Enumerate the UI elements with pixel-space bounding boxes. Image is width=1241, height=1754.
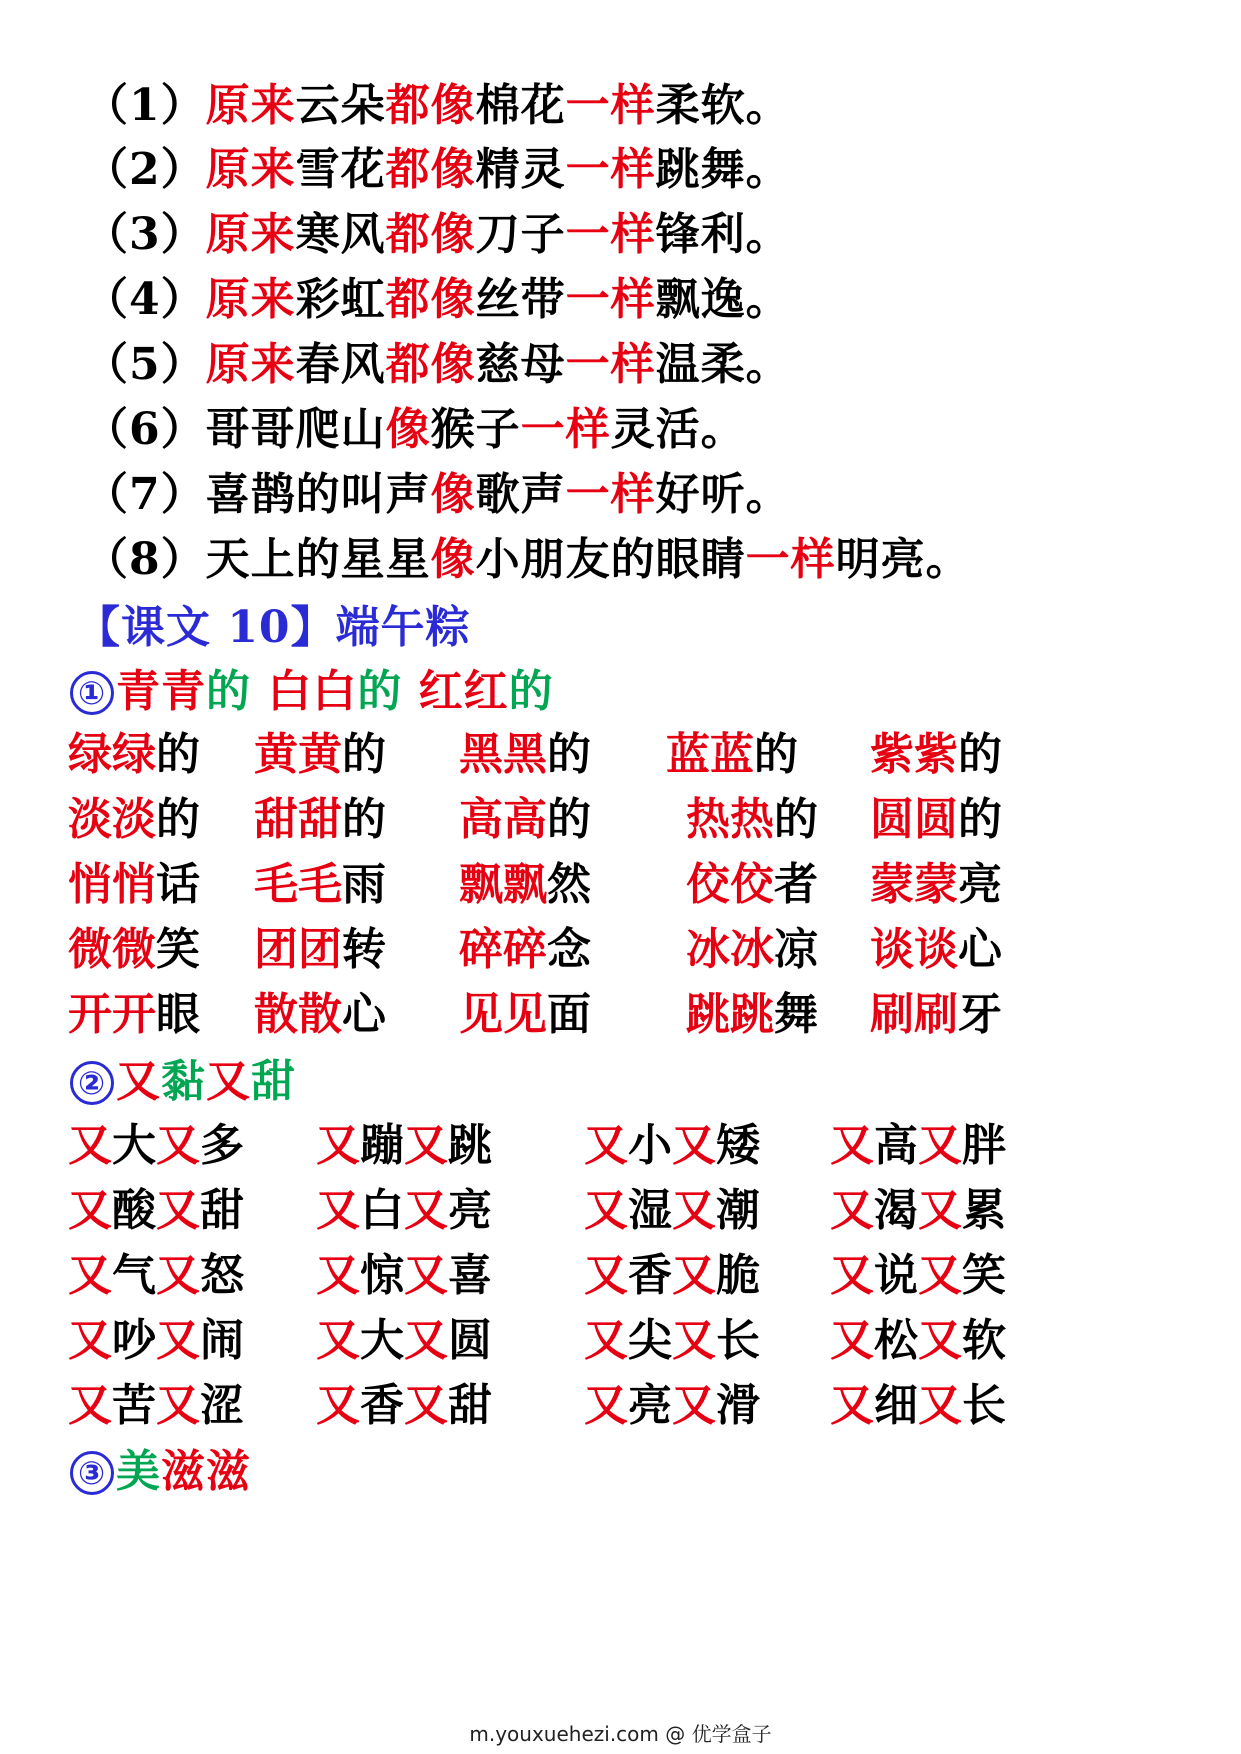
sentence-number: （4）	[84, 274, 206, 325]
text-segment: 精灵	[475, 144, 566, 195]
text-segment: 柔软。	[655, 80, 791, 131]
section1-heading	[70, 666, 554, 717]
text-segment: 寒风	[295, 209, 386, 260]
word-item	[254, 729, 386, 780]
word-item	[459, 794, 591, 845]
text-segment: 热热	[686, 794, 774, 845]
text-segment: 累	[962, 1185, 1006, 1236]
text-segment: 心	[958, 924, 1002, 975]
word-item	[686, 859, 818, 910]
text-segment: 都像	[385, 209, 476, 260]
text-segment: 白	[360, 1185, 404, 1236]
text-segment: 长	[716, 1315, 760, 1366]
text-segment: 涩	[200, 1380, 244, 1431]
text-segment: 又	[316, 1120, 360, 1171]
word-item	[830, 1315, 1006, 1366]
text-segment: 又	[68, 1120, 112, 1171]
word-item	[584, 1315, 760, 1366]
word-item	[68, 1120, 244, 1171]
text-segment: 又	[830, 1120, 874, 1171]
text-segment: 滋滋	[161, 1446, 251, 1497]
text-segment: 又	[584, 1185, 628, 1236]
text-segment: 然	[547, 859, 591, 910]
text-segment: 潮	[716, 1185, 760, 1236]
text-segment: 原来	[205, 80, 296, 131]
text-segment: 又	[830, 1380, 874, 1431]
text-segment: 的	[357, 666, 403, 717]
word-item	[666, 729, 798, 780]
text-segment: 跳跳	[686, 989, 774, 1040]
text-segment: 气	[112, 1250, 156, 1301]
text-segment: 又	[672, 1250, 716, 1301]
word-item	[68, 729, 200, 780]
lesson-bracket-close: 】	[290, 602, 336, 653]
text-segment: 红红	[402, 666, 509, 717]
text-segment: 一样	[565, 469, 656, 520]
text-segment: 都像	[385, 339, 476, 390]
word-item	[316, 1250, 492, 1301]
text-segment: 念	[547, 924, 591, 975]
text-segment: 又	[404, 1120, 448, 1171]
text-segment: 尖	[628, 1315, 672, 1366]
text-segment: 团团	[254, 924, 342, 975]
text-segment: 散散	[254, 989, 342, 1040]
text-segment: 佼佼	[686, 859, 774, 910]
word-item	[254, 859, 386, 910]
text-segment: 又	[918, 1120, 962, 1171]
text-segment: 脆	[716, 1250, 760, 1301]
word-item	[68, 859, 200, 910]
text-segment: 松	[874, 1315, 918, 1366]
text-segment: 一样	[565, 339, 656, 390]
text-segment: 高	[874, 1120, 918, 1171]
text-segment: 圆	[448, 1315, 492, 1366]
text-segment: 又	[68, 1315, 112, 1366]
text-segment: 的	[547, 794, 591, 845]
word-item	[686, 924, 818, 975]
word-item	[254, 794, 386, 845]
text-segment: 又	[830, 1315, 874, 1366]
word-item	[316, 1120, 492, 1171]
text-segment: 飘飘	[459, 859, 547, 910]
text-segment: 滑	[716, 1380, 760, 1431]
text-segment: 哥哥爬山	[205, 404, 386, 455]
word-item	[68, 794, 200, 845]
text-segment: 苦	[112, 1380, 156, 1431]
text-segment: 的	[774, 794, 818, 845]
text-segment: 飘逸。	[655, 274, 791, 325]
text-segment: 紫紫	[870, 729, 958, 780]
section3-heading-text	[116, 1446, 251, 1497]
text-segment: 话	[156, 859, 200, 910]
text-segment: 甜	[448, 1380, 492, 1431]
sentence-number: （3）	[84, 209, 206, 260]
text-segment: 又	[206, 1056, 251, 1107]
text-segment: 蓝蓝	[666, 729, 754, 780]
text-segment: 春风	[295, 339, 386, 390]
text-segment: 又	[918, 1185, 962, 1236]
sentence-number: （8）	[84, 534, 206, 585]
text-segment: 面	[547, 989, 591, 1040]
text-segment: 心	[342, 989, 386, 1040]
section1-heading-text	[116, 666, 554, 717]
text-segment: 亮	[448, 1185, 492, 1236]
sentence-number: （1）	[84, 80, 206, 131]
text-segment: 吵	[112, 1315, 156, 1366]
text-segment: 软	[962, 1315, 1006, 1366]
text-segment: 原来	[205, 339, 296, 390]
text-segment: 雨	[342, 859, 386, 910]
word-item	[870, 794, 1002, 845]
text-segment: 刀子	[475, 209, 566, 260]
text-segment: 又	[316, 1315, 360, 1366]
text-segment: 说	[874, 1250, 918, 1301]
text-segment: 牙	[958, 989, 1002, 1040]
text-segment: 又	[156, 1120, 200, 1171]
example-sentence	[84, 339, 791, 390]
word-item	[68, 989, 200, 1040]
text-segment: 渴	[874, 1185, 918, 1236]
text-segment: 怒	[200, 1250, 244, 1301]
text-segment: 一样	[565, 274, 656, 325]
text-segment: 毛毛	[254, 859, 342, 910]
word-item	[316, 1315, 492, 1366]
word-item	[68, 1185, 244, 1236]
example-sentence	[84, 274, 791, 325]
text-segment: 又	[672, 1120, 716, 1171]
text-segment: 又	[918, 1380, 962, 1431]
text-segment: 又	[584, 1315, 628, 1366]
text-segment: 又	[316, 1250, 360, 1301]
example-sentence	[84, 404, 746, 455]
sentence-number: （5）	[84, 339, 206, 390]
word-item	[686, 989, 818, 1040]
text-segment: 灵活。	[610, 404, 746, 455]
text-segment: 棉花	[475, 80, 566, 131]
text-segment: 像	[430, 534, 476, 585]
text-segment: 的	[547, 729, 591, 780]
footer-watermark: m.youxuehezi.com @ 优学盒子	[469, 1722, 772, 1746]
word-item	[68, 1380, 244, 1431]
text-segment: 黄黄	[254, 729, 342, 780]
text-segment: 又	[156, 1315, 200, 1366]
text-segment: 都像	[385, 80, 476, 131]
word-item	[830, 1250, 1006, 1301]
text-segment: 蒙蒙	[870, 859, 958, 910]
lesson-title: 端午粽	[335, 602, 471, 653]
text-segment: 跳	[448, 1120, 492, 1171]
text-segment: 的	[342, 794, 386, 845]
word-item	[68, 1250, 244, 1301]
section3-heading	[70, 1446, 251, 1497]
word-item	[830, 1185, 1006, 1236]
text-segment: 又	[672, 1185, 716, 1236]
text-segment: 长	[962, 1380, 1006, 1431]
text-segment: 甜	[200, 1185, 244, 1236]
sentence-number: （6）	[84, 404, 206, 455]
text-segment: 的	[754, 729, 798, 780]
word-item	[254, 924, 386, 975]
example-sentence	[84, 534, 971, 585]
text-segment: 天上的星星	[205, 534, 431, 585]
text-segment: 又	[316, 1380, 360, 1431]
text-segment: 多	[200, 1120, 244, 1171]
text-segment: 矮	[716, 1120, 760, 1171]
text-segment: 温柔。	[655, 339, 791, 390]
text-segment: 眼	[156, 989, 200, 1040]
text-segment: 都像	[385, 274, 476, 325]
text-segment: 的	[508, 666, 554, 717]
text-segment: 甜	[251, 1056, 296, 1107]
word-item	[316, 1380, 492, 1431]
text-segment: 猴子	[430, 404, 521, 455]
text-segment: 又	[156, 1250, 200, 1301]
word-item	[68, 924, 200, 975]
text-segment: 喜鹊的叫声	[205, 469, 431, 520]
text-segment: 一样	[565, 80, 656, 131]
lesson-bracket-open: 【	[76, 602, 121, 653]
text-segment: 大	[112, 1120, 156, 1171]
text-segment: 绿绿	[68, 729, 156, 780]
text-segment: 一样	[565, 144, 656, 195]
text-segment: 又	[68, 1380, 112, 1431]
text-segment: 明亮。	[835, 534, 971, 585]
text-segment: 笑	[156, 924, 200, 975]
word-item	[870, 859, 1002, 910]
text-segment: 悄悄	[68, 859, 156, 910]
text-segment: 的	[958, 729, 1002, 780]
text-segment: 的	[958, 794, 1002, 845]
word-item	[870, 989, 1002, 1040]
text-segment: 笑	[962, 1250, 1006, 1301]
section2-heading	[70, 1056, 296, 1107]
text-segment: 又	[316, 1185, 360, 1236]
text-segment: 者	[774, 859, 818, 910]
text-segment: 慈母	[475, 339, 566, 390]
text-segment: 又	[156, 1185, 200, 1236]
text-segment: 香	[628, 1250, 672, 1301]
example-sentence	[84, 80, 791, 131]
text-segment: 白白	[251, 666, 358, 717]
word-item	[870, 924, 1002, 975]
text-segment: 又	[584, 1250, 628, 1301]
text-segment: 锋利。	[655, 209, 791, 260]
text-segment: 凉	[774, 924, 818, 975]
text-segment: 又	[672, 1315, 716, 1366]
text-segment: 雪花	[295, 144, 386, 195]
text-segment: 青青	[116, 666, 206, 717]
text-segment: 喜	[448, 1250, 492, 1301]
text-segment: 淡淡	[68, 794, 156, 845]
text-segment: 一样	[745, 534, 836, 585]
text-segment: 开开	[68, 989, 156, 1040]
text-segment: 微微	[68, 924, 156, 975]
text-segment: 跳舞。	[655, 144, 791, 195]
text-segment: 细	[874, 1380, 918, 1431]
text-segment: 又	[404, 1185, 448, 1236]
text-segment: 又	[672, 1380, 716, 1431]
text-segment: 又	[830, 1185, 874, 1236]
text-segment: 胖	[962, 1120, 1006, 1171]
text-segment: 原来	[205, 144, 296, 195]
word-item	[459, 859, 591, 910]
text-segment: 又	[830, 1250, 874, 1301]
text-segment: 惊	[360, 1250, 404, 1301]
text-segment: 舞	[774, 989, 818, 1040]
text-segment: 又	[918, 1250, 962, 1301]
text-segment: 又	[68, 1185, 112, 1236]
text-segment: 歌声	[475, 469, 566, 520]
text-segment: 的	[156, 729, 200, 780]
text-segment: 又	[68, 1250, 112, 1301]
text-segment: 又	[156, 1380, 200, 1431]
text-segment: 冰冰	[686, 924, 774, 975]
text-segment: 像	[430, 469, 476, 520]
word-item	[68, 1315, 244, 1366]
word-item	[686, 794, 818, 845]
example-sentence	[84, 209, 791, 260]
section2-marker: ②	[70, 1061, 114, 1105]
text-segment: 原来	[205, 274, 296, 325]
text-segment: 湿	[628, 1185, 672, 1236]
lesson-number: 课文 10	[121, 602, 291, 653]
sentence-number: （7）	[84, 469, 206, 520]
text-segment: 香	[360, 1380, 404, 1431]
word-item	[459, 924, 591, 975]
text-segment: 又	[404, 1315, 448, 1366]
text-segment: 小	[628, 1120, 672, 1171]
text-segment: 甜甜	[254, 794, 342, 845]
text-segment: 黏	[161, 1056, 206, 1107]
word-item	[459, 989, 591, 1040]
text-segment: 小朋友的眼睛	[475, 534, 746, 585]
text-segment: 大	[360, 1315, 404, 1366]
text-segment: 又	[404, 1380, 448, 1431]
text-segment: 一样	[565, 209, 656, 260]
text-segment: 像	[385, 404, 431, 455]
lesson-heading	[76, 602, 471, 653]
word-item	[870, 729, 1002, 780]
text-segment: 原来	[205, 209, 296, 260]
text-segment: 都像	[385, 144, 476, 195]
text-segment: 见见	[459, 989, 547, 1040]
text-segment: 刷刷	[870, 989, 958, 1040]
word-item	[830, 1380, 1006, 1431]
text-segment: 转	[342, 924, 386, 975]
text-segment: 美	[116, 1446, 161, 1497]
text-segment: 又	[404, 1250, 448, 1301]
text-segment: 的	[206, 666, 251, 717]
word-item	[584, 1250, 760, 1301]
text-segment: 谈谈	[870, 924, 958, 975]
text-segment: 蹦	[360, 1120, 404, 1171]
section3-marker: ③	[70, 1451, 114, 1495]
word-item	[584, 1380, 760, 1431]
text-segment: 好听。	[655, 469, 791, 520]
text-segment: 碎碎	[459, 924, 547, 975]
text-segment: 的	[156, 794, 200, 845]
example-sentence	[84, 469, 791, 520]
text-segment: 又	[584, 1380, 628, 1431]
section1-marker: ①	[70, 671, 114, 715]
text-segment: 酸	[112, 1185, 156, 1236]
word-item	[584, 1185, 760, 1236]
section2-heading-text	[116, 1056, 296, 1107]
text-segment: 又	[116, 1056, 161, 1107]
text-segment: 圆圆	[870, 794, 958, 845]
text-segment: 亮	[958, 859, 1002, 910]
text-segment: 云朵	[295, 80, 386, 131]
text-segment: 又	[918, 1315, 962, 1366]
text-segment: 的	[342, 729, 386, 780]
word-item	[254, 989, 386, 1040]
text-segment: 彩虹	[295, 274, 386, 325]
text-segment: 高高	[459, 794, 547, 845]
example-sentence	[84, 144, 791, 195]
text-segment: 丝带	[475, 274, 566, 325]
text-segment: 又	[584, 1120, 628, 1171]
sentence-number: （2）	[84, 144, 206, 195]
word-item	[316, 1185, 492, 1236]
text-segment: 亮	[628, 1380, 672, 1431]
text-segment: 闹	[200, 1315, 244, 1366]
word-item	[459, 729, 591, 780]
word-item	[584, 1120, 760, 1171]
text-segment: 黑黑	[459, 729, 547, 780]
word-item	[830, 1120, 1006, 1171]
text-segment: 一样	[520, 404, 611, 455]
